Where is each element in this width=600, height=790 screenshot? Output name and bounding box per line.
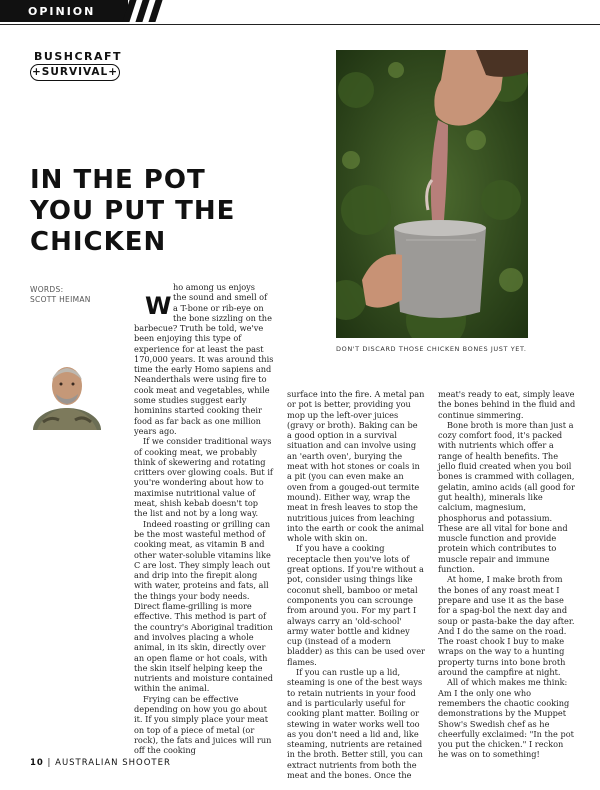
paragraph: Bone broth is more than just a cozy comfort food, it's packed with nutrients which offer a range of health benefits. The jello fluid created when you boil bones is crammed with collagen, gelatin, amino acids (all good for gut health), minerals like calcium, magnesium, phosphorus and potassium. These are all vital for bone and muscle function and provide protein which contributes to muscle repair and immune function. [438,419,575,575]
page-number: 10 [30,758,44,768]
banner-stripe [135,0,149,22]
paragraph: Frying can be effective depending on how you go about it. If you simply place your meat on top of a piece of metal (or rock), the fats and juices will run off the cooking [134,693,272,756]
paragraph: Indeed roasting or grilling can be the most wasteful method of cooking meat, as vitamin B and other water-soluble vitamins like C are lost. They simply leach out and drip into the firepit along with water, proteins and fats, all the things your body needs. Direct flame-grilling is more effective. This method is part of the country's Aboriginal tradition and involves placing a whole animal, in its skin, directly over an open flame or hot coals, with the skin itself helping keep the nutrients and moisture contained within the animal. [134,518,273,694]
headline-line: CHICKEN [30,227,167,257]
paragraph: surface into the fire. A metal pan or pot is better, providing you mop up the left-over juices (gravy or broth). Baking can be a good option in a survival situation and can involve using an 'earth oven', burying the meat with hot stones or coals in a pit (you can even make an oven from a gouged-out termite mound). Either way, wrap the meat in fresh leaves to stop the nutritious juices from leaching into the earth or cook the animal whole with skin on. [287,389,425,544]
intro-line: a T-bone or rib-eye on [173,302,264,313]
paragraph: If you can rustle up a lid, steaming is one of the best ways to retain nutrients in your food and is particularly useful for cooking plant matter. Boiling or stewing in water works well too as you don't need a lid and, like steaming, nutrients are retained in the broth. Better still, you can extract nutrients from both the meat and the bones. Once the [287,667,423,780]
logo-survival: +SURVIVAL+ [30,64,120,81]
article-headline [30,165,270,258]
intro-line: the sound and smell of [173,292,268,303]
body-column-3 [438,389,576,760]
footer-separator: | [47,758,52,768]
banner-stripe [148,0,162,22]
paragraph: If we consider traditional ways of cooking meat, we probably think of skewering and rotating critters over glowing coals. But if you're wondering about how to maximise nutritional value of meat, shish kebab doesn't top the list and not by a long way. [134,436,273,519]
body-column-1 [134,323,274,755]
logo-bushcraft: BUSHCRAFT [34,50,123,63]
intro-line: the bone sizzling on the [173,312,272,323]
paragraph: meat's ready to eat, simply leave the bones behind in the fluid and continue simmering. [438,389,576,420]
byline-author: SCOTT HEIMAN [30,295,91,304]
page-footer [30,758,171,768]
intro-lines [173,282,283,323]
header-rule [0,24,600,25]
drop-cap: W [145,292,172,320]
byline-label: WORDS: [30,285,64,294]
magazine-name: AUSTRALIAN SHOOTER [55,758,171,768]
author-portrait [31,360,103,430]
article-photo [336,50,528,338]
headline-line: YOU PUT THE [30,196,236,226]
paragraph: If you have a cooking receptacle then you've lots of great options. If you're without a pot, consider using things like coconut shell, bamboo or metal components you can scrounge from around you. For my part I always carry an 'old-school' army water bottle and kidney cup (instead of a modern bladder) as this can be used over flames. [287,543,425,667]
paragraph: barbecue? Truth be told, we've been enjoying this type of experience for at least the past 170,000 years. It was around this time the early Homo sapiens and Neanderthals were using fire to cook meat and vegetables, while some studies suggest early hominins started cooking their food as far back as one million years ago. [134,323,274,436]
paragraph: All of which makes me think: Am I the only one who remembers the chaotic cooking demonstrations by the Muppet Show's Swedish chef as he cheerfully exclaimed: "In the pot you put the chicken." I reckon he was on to something! [438,677,574,760]
section-label: OPINION [28,5,96,18]
body-column-2 [287,389,425,780]
paragraph: At home, I make broth from the bones of any roast meat I prepare and use it as the base for a spag-bol the next day and soup or pasta-bake the day after. And I do the same on the road. The roast chook I buy to make wraps on the way to a hunting property turns into bone broth around the campfire at night. [438,574,575,678]
byline [30,285,91,305]
intro-line: ho among us enjoys [173,282,255,292]
photo-caption: DON'T DISCARD THOSE CHICKEN BONES JUST YET. [336,345,527,353]
headline-line: IN THE POT [30,165,206,195]
